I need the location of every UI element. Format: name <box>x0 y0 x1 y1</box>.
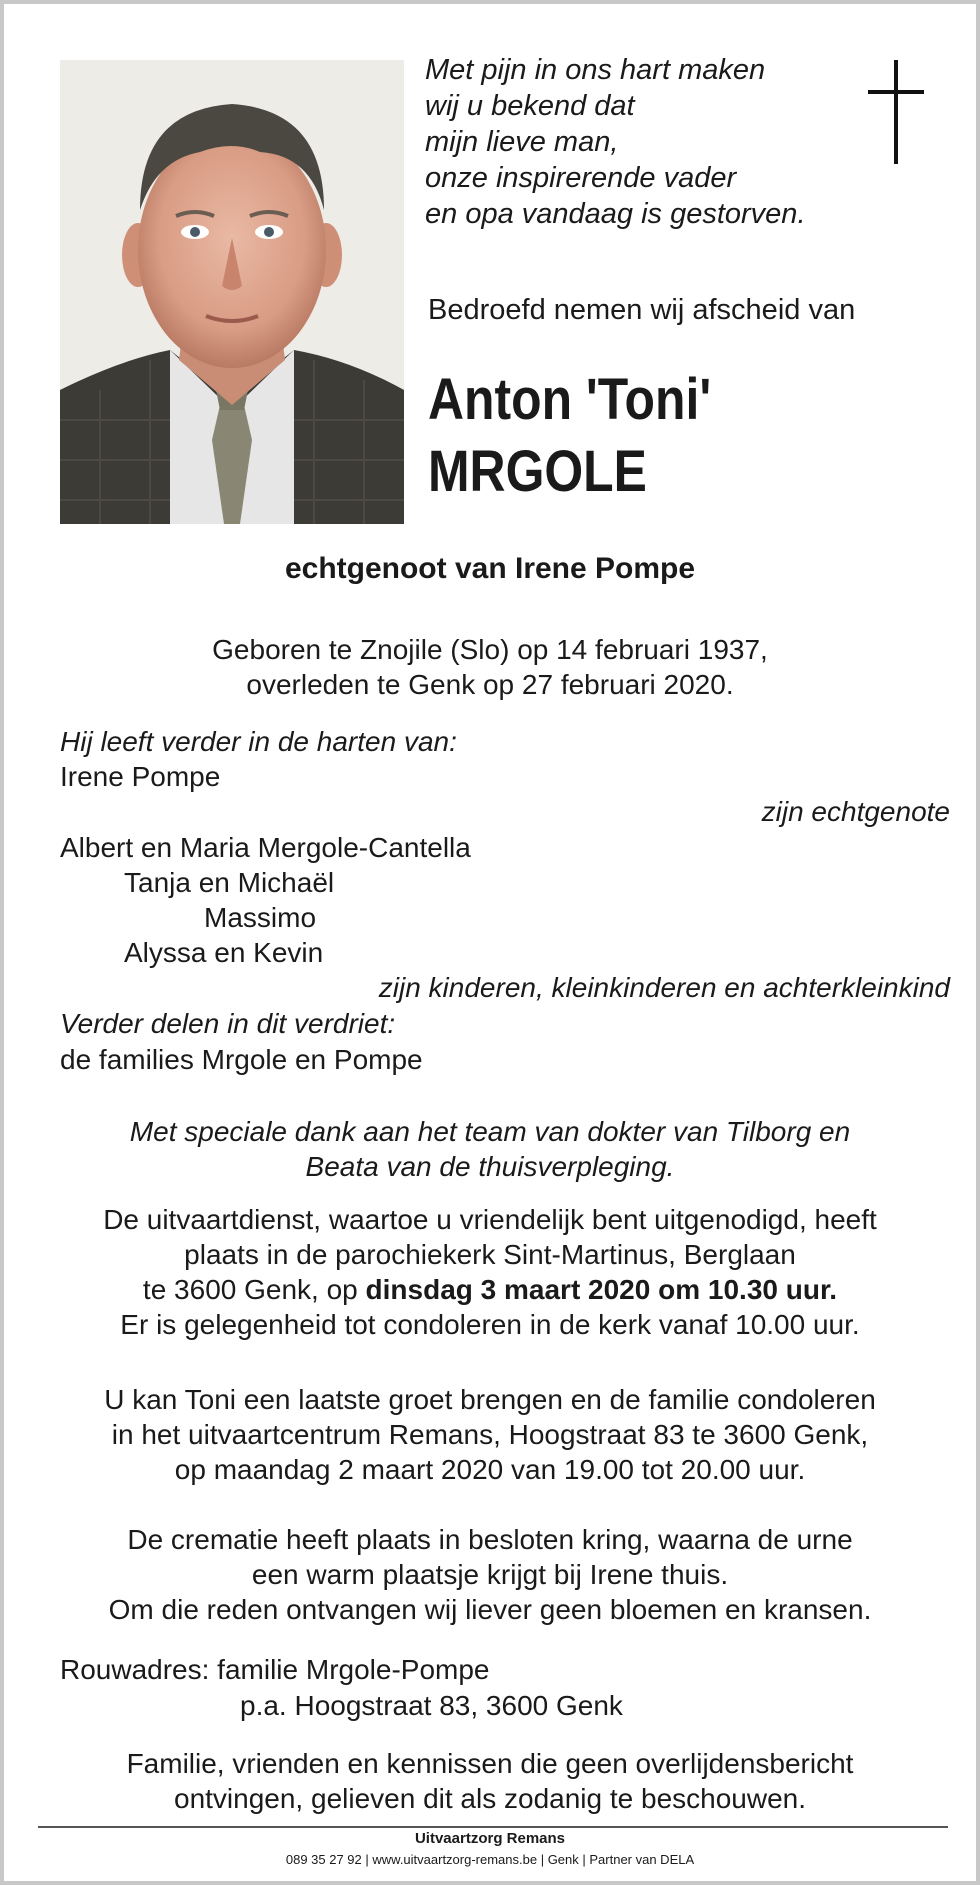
families-line: de families Mrgole en Pompe <box>60 1044 423 1075</box>
share-intro: Verder delen in dit verdriet: <box>60 1008 396 1039</box>
deceased-name <box>428 364 711 508</box>
death-line: overleden te Genk op 27 februari 2020. <box>246 669 734 700</box>
footer-company: Uitvaartzorg Remans <box>414 1830 566 1847</box>
intro-line: onze inspirerende vader <box>425 162 737 194</box>
birth-death-info <box>4 632 976 702</box>
visitation-info <box>4 1382 976 1487</box>
intro-line: wij u bekend dat <box>425 90 635 122</box>
thanks-line: Beata van de thuisverpleging. <box>305 1151 675 1182</box>
service-line: Er is gelegenheid tot condoleren in de kerk vanaf 10.00 uur. <box>120 1309 860 1340</box>
survivors-intro: Hij leeft verder in de harten van: <box>60 726 457 757</box>
cross-icon <box>866 60 926 164</box>
thanks-line: Met speciale dank aan het team van dokter van Tilborg en <box>129 1116 851 1147</box>
mourning-address-street: p.a. Hoogstraat 83, 3600 Genk <box>240 1690 623 1721</box>
intro-line: en opa vandaag is gestorven. <box>425 198 806 230</box>
intro-line: mijn lieve man, <box>425 126 619 158</box>
notice-line: ontvingen, gelieven dit als zodanig te beschouwen. <box>174 1783 806 1814</box>
cremation-info <box>4 1522 976 1627</box>
footer-contact: 089 35 27 92 | www.uitvaartzorg-remans.be | Genk | Partner van DELA <box>285 1852 695 1867</box>
grandchild-line: Alyssa en Kevin <box>124 937 324 968</box>
footer-divider <box>38 1826 948 1828</box>
grandchild-line: Massimo <box>204 902 317 933</box>
cremation-line: een warm plaatsje krijgt bij Irene thuis. <box>251 1559 729 1590</box>
spouse-role: zijn echtgenote <box>761 796 950 827</box>
visitation-line: in het uitvaartcentrum Remans, Hoogstraat 83 te 3600 Genk, <box>111 1419 869 1450</box>
service-info <box>4 1202 976 1342</box>
portrait-photo <box>60 60 404 524</box>
service-datetime: dinsdag 3 maart 2020 om 10.30 uur. <box>365 1274 838 1305</box>
spouse-line: echtgenoot van Irene Pompe <box>284 552 696 585</box>
birth-line: Geboren te Znojile (Slo) op 14 februari 1937, <box>212 634 768 665</box>
visitation-line: U kan Toni een laatste groet brengen en de familie condoleren <box>104 1384 876 1415</box>
mourning-address: Rouwadres: familie Mrgole-Pompe <box>60 1654 490 1685</box>
service-line: De uitvaartdienst, waartoe u vriendelijk bent uitgenodigd, heeft <box>103 1204 877 1235</box>
intro-line: Met pijn in ons hart maken <box>425 54 766 86</box>
service-line <box>4 1272 976 1307</box>
cremation-line: De crematie heeft plaats in besloten kring, waarna de urne <box>127 1524 853 1555</box>
children-role: zijn kinderen, kleinkinderen en achterkleinkind <box>378 972 950 1003</box>
spouse-name: Irene Pompe <box>60 761 221 792</box>
name-last: MRGOLE <box>428 439 647 504</box>
farewell-text: Bedroefd nemen wij afscheid van <box>428 294 856 326</box>
notice-message <box>4 1746 976 1816</box>
notice-line: Familie, vrienden en kennissen die geen overlijdensbericht <box>126 1748 854 1779</box>
intro-message <box>425 52 865 232</box>
children-line: Albert en Maria Mergole-Cantella <box>60 832 471 863</box>
service-location: te 3600 Genk, op <box>142 1274 366 1305</box>
thanks-message <box>4 1114 976 1184</box>
cremation-line: Om die reden ontvangen wij liever geen bloemen en kransen. <box>108 1594 872 1625</box>
service-line: plaats in de parochiekerk Sint-Martinus, Berglaan <box>184 1239 796 1270</box>
portrait-illustration <box>60 60 404 524</box>
visitation-line: op maandag 2 maart 2020 van 19.00 tot 20.00 uur. <box>174 1454 806 1485</box>
grandchild-line: Tanja en Michaël <box>124 867 335 898</box>
name-first: Anton 'Toni' <box>428 367 712 432</box>
